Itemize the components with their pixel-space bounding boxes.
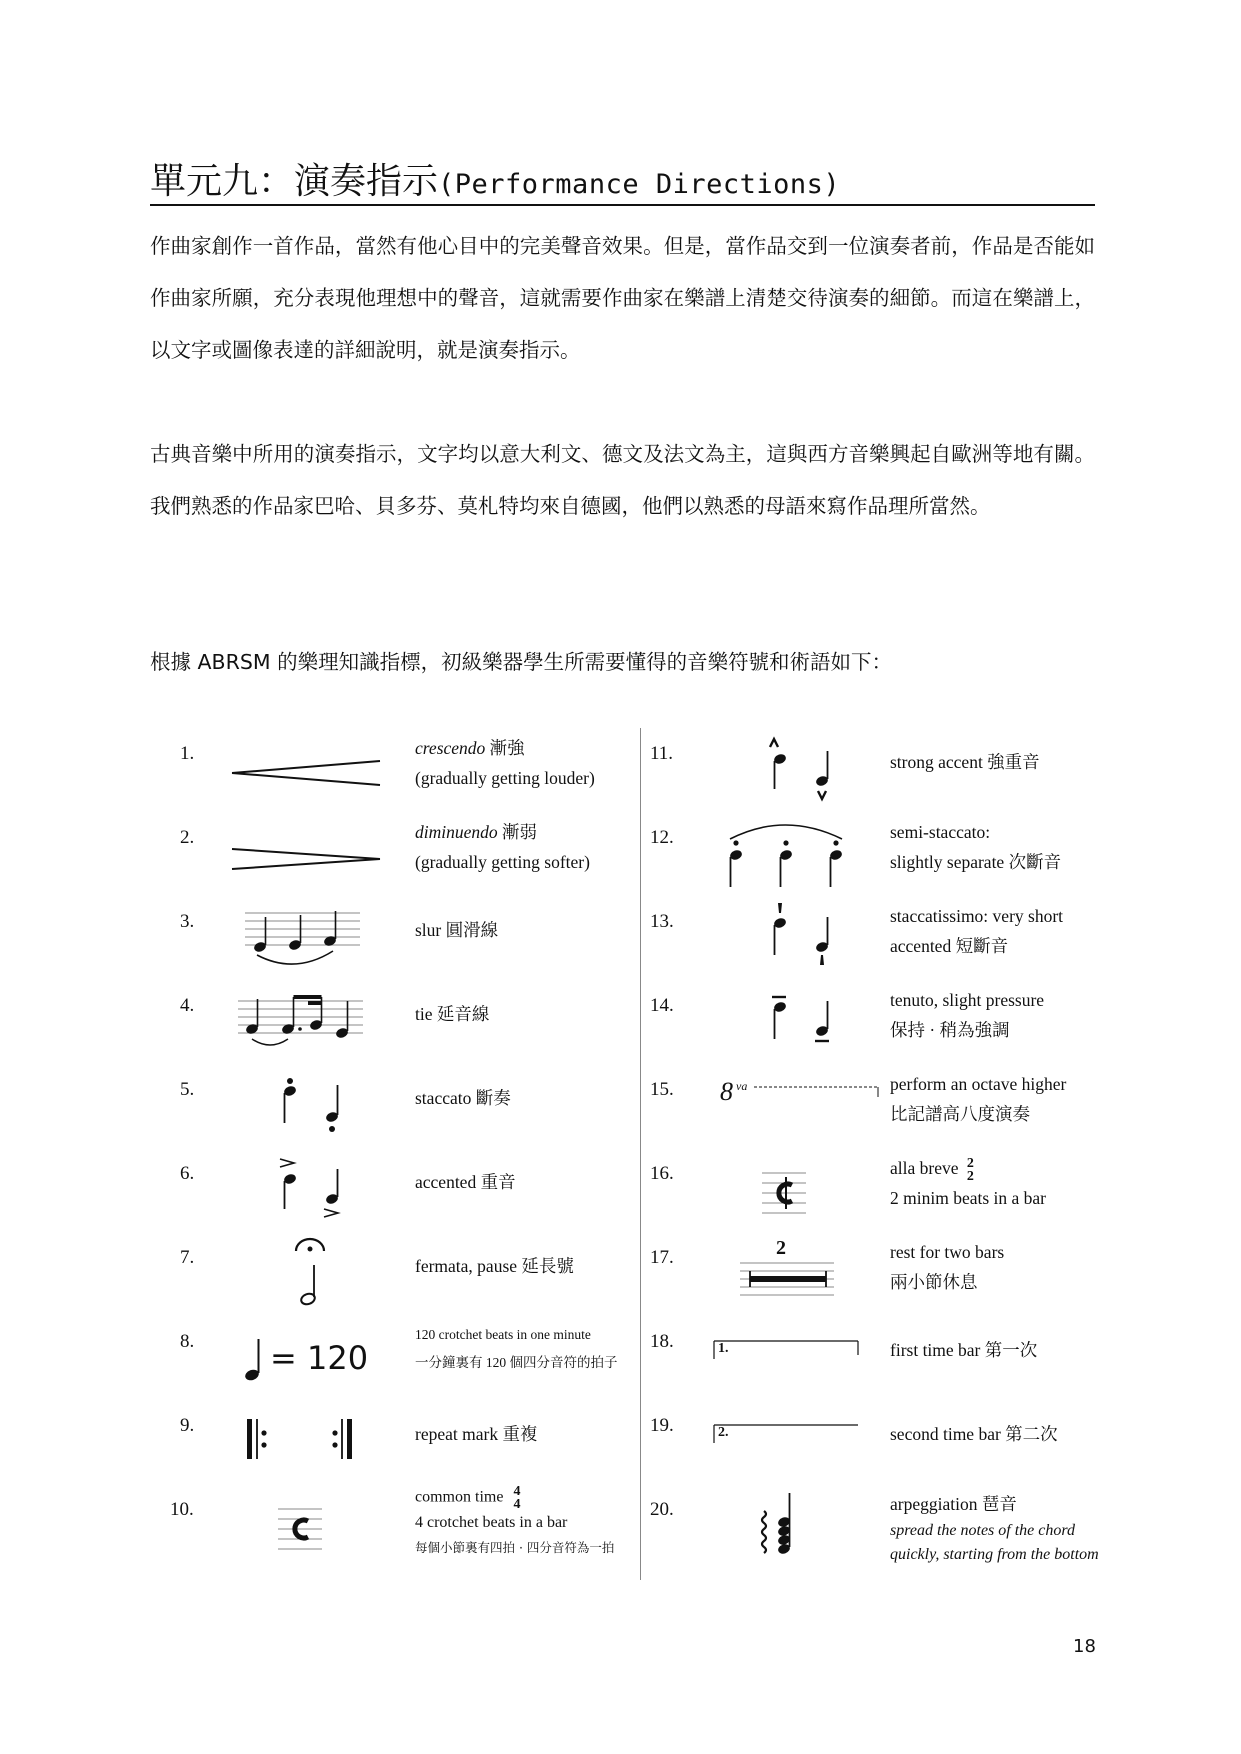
time-signature: 2 2 [966, 1155, 974, 1184]
item-description: perform an octave higher 比記譜高八度演奏 [890, 1074, 1067, 1124]
tenuto-notes-icon [750, 985, 840, 1065]
item-ottava [650, 1069, 1120, 1153]
bar-label: 1. [718, 1341, 729, 1356]
item-description: strong accent 強重音 [890, 752, 1040, 772]
item-number: 1. [180, 743, 195, 764]
item-staccatissimo [650, 901, 1120, 985]
intro-paragraph-3: 根據 ABRSM 的樂理知識指標，初級樂器學生所需要懂得的音樂符號和術語如下： [150, 650, 893, 674]
item-description: 120 crotchet beats in one minute 一分鐘裏有 120 個四分音符的拍子 [415, 1327, 618, 1370]
item-number: 8. [180, 1331, 195, 1352]
item-semi-staccato [650, 817, 1120, 901]
item-description: diminuendo 漸弱 (gradually getting softer) [415, 822, 590, 872]
first-time-bar-bracket-icon [712, 1339, 862, 1365]
diminuendo-hairpin-icon [230, 837, 390, 877]
item-number: 16. [650, 1163, 674, 1184]
staccatissimo-notes-icon [750, 901, 840, 981]
item-description: arpeggiation 琶音 spread the notes of the chord quickly, starting from the bottom [890, 1494, 1099, 1563]
title-en: (Performance Directions) [438, 169, 841, 200]
item-description: staccatissimo: very short accented 短斷音 [890, 906, 1064, 956]
arpeggio-chord-icon [750, 1489, 810, 1569]
item-repeat-mark [150, 1405, 630, 1489]
rest-count: 2 [776, 1237, 786, 1259]
item-number: 19. [650, 1415, 674, 1436]
strong-accent-notes-icon [750, 733, 840, 813]
intro-paragraph-1: 作曲家創作一首作品，當然有他心目中的完美聲音效果。但是，當作品交到一位演奏者前，作品是否能如作曲家所願，充分表現他理想中的聲音，這就需要作曲家在樂譜上清楚交待演奏的細節。而這在樂譜上，以文字或圖像表達的詳細說明，就是演奏指示。 [150, 234, 1095, 362]
item-metronome-mark [150, 1321, 630, 1405]
cut-time-icon [762, 1163, 812, 1223]
item-second-time-bar [650, 1405, 1120, 1489]
item-arpeggiation [650, 1489, 1120, 1573]
item-first-time-bar [650, 1321, 1120, 1405]
item-description: slur 圓滑線 [415, 920, 499, 940]
item-number: 4. [180, 995, 195, 1016]
item-staccato [150, 1069, 630, 1153]
staccato-notes-icon [260, 1069, 350, 1149]
item-description: tie 延音線 [415, 1004, 490, 1024]
item-number: 9. [180, 1415, 195, 1436]
item-common-time [150, 1484, 630, 1573]
fermata-icon [280, 1237, 340, 1317]
repeat-mark-icon [245, 1415, 365, 1465]
item-diminuendo [150, 817, 630, 901]
item-number: 17. [650, 1247, 674, 1268]
title-zh: 單元九：演奏指示 [150, 161, 439, 202]
semi-staccato-notes-icon [720, 817, 870, 897]
item-number: 13. [650, 911, 674, 932]
item-strong-accent [650, 733, 1120, 817]
item-number: 10. [170, 1499, 194, 1520]
crotchet-icon [240, 1331, 270, 1391]
item-fermata [150, 1237, 630, 1321]
item-number: 14. [650, 995, 674, 1016]
accent-notes-icon [260, 1153, 350, 1233]
item-description: crescendo 漸強 (gradually getting louder) [415, 738, 595, 788]
time-signature: 4 4 [513, 1484, 521, 1512]
item-crescendo [150, 733, 630, 817]
intro-paragraph-2: 古典音樂中所用的演奏指示，文字均以意大利文、德文及法文為主，這與西方音樂興起自歐洲等地有關。我們熟悉的作品家巴哈、貝多芬、莫札特均來自德國，他們以熟悉的母語來寫作品理所當然。 [150, 442, 1095, 518]
item-description: common time 4 4 4 crotchet beats in a bar 每個小節裏有四拍 · 四分音符為一拍 [415, 1484, 615, 1555]
page-title [150, 160, 1095, 206]
item-number: 2. [180, 827, 195, 848]
second-time-bar-bracket-icon [712, 1423, 862, 1449]
slur-icon [245, 901, 365, 981]
item-number: 18. [650, 1331, 674, 1352]
item-number: 7. [180, 1247, 195, 1268]
page-number: 18 [1073, 1636, 1096, 1657]
item-tie [150, 985, 630, 1069]
item-number: 15. [650, 1079, 674, 1100]
ottava-line-icon: 8 va [720, 1077, 748, 1106]
item-number: 20. [650, 1499, 674, 1520]
item-description: semi-staccato: slightly separate 次斷音 [890, 822, 1062, 872]
common-time-icon [278, 1499, 328, 1559]
item-description: first time bar 第一次 [890, 1340, 1038, 1360]
item-description: second time bar 第二次 [890, 1424, 1058, 1444]
item-tenuto [650, 985, 1120, 1069]
item-accented [150, 1153, 630, 1237]
item-number: 5. [180, 1079, 195, 1100]
item-description: staccato 斷奏 [415, 1088, 511, 1108]
bar-label: 2. [718, 1425, 729, 1440]
item-number: 6. [180, 1163, 195, 1184]
column-divider [640, 728, 641, 1580]
item-number: 11. [650, 743, 674, 764]
item-description: alla breve 2 2 2 minim beats in a bar [890, 1155, 1047, 1208]
item-multi-bar-rest [650, 1237, 1120, 1321]
crescendo-hairpin-icon [230, 753, 390, 793]
tempo-value: = 120 [270, 1339, 369, 1377]
item-number: 12. [650, 827, 674, 848]
multi-bar-rest-icon [740, 1261, 840, 1301]
item-description: tenuto, slight pressure 保持 · 稍為強調 [890, 990, 1045, 1040]
item-description: fermata, pause 延長號 [415, 1256, 574, 1276]
item-slur [150, 901, 630, 985]
item-number: 3. [180, 911, 195, 932]
item-description: accented 重音 [415, 1172, 516, 1192]
item-description: repeat mark 重複 [415, 1424, 538, 1444]
item-alla-breve [650, 1153, 1120, 1237]
tie-icon [238, 985, 368, 1065]
item-description: rest for two bars 兩小節休息 [890, 1242, 1005, 1292]
